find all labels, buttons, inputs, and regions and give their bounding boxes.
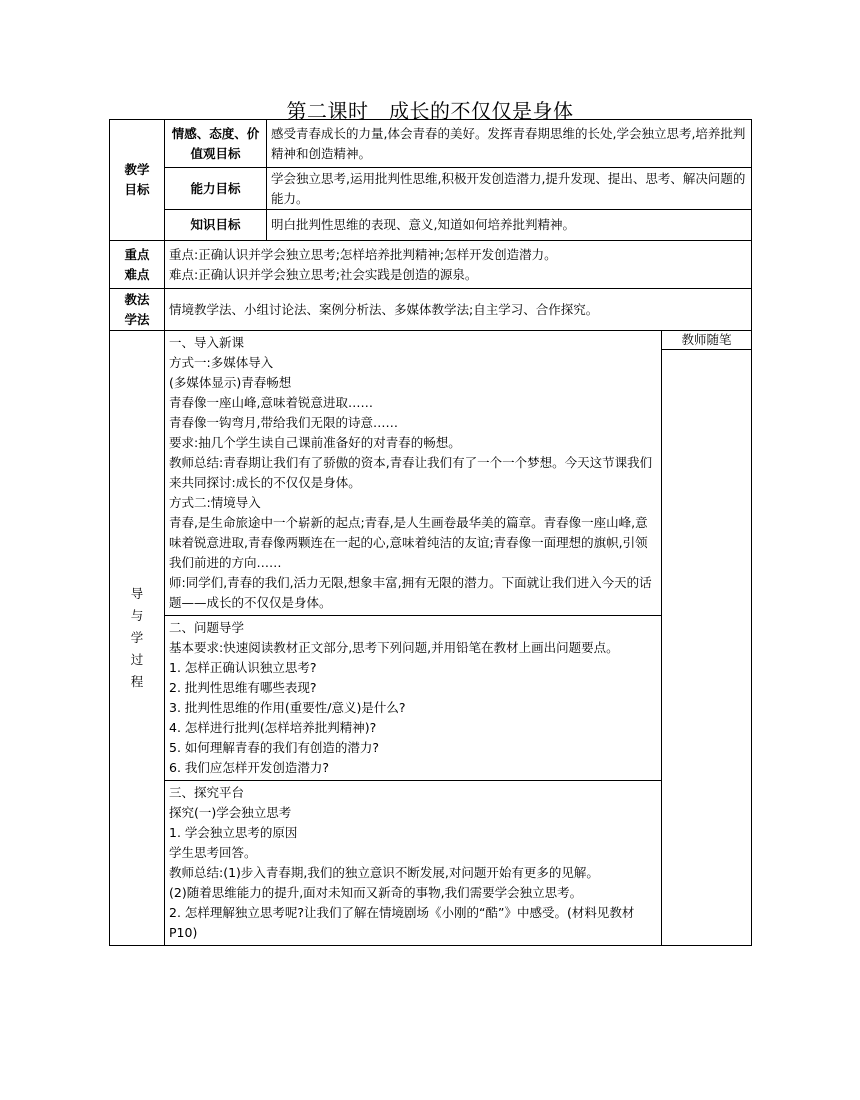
question-item: 2. 批判性思维有哪些表现?: [169, 680, 317, 695]
objective-label-ability: 能力目标: [165, 168, 267, 210]
text-line: 基本要求:快速阅读教材正文部分,思考下列问题,并用铅笔在教材上画出问题要点。: [169, 640, 619, 655]
teacher-notes-column: [662, 331, 752, 946]
methods-label: 教法 学法: [110, 289, 165, 331]
text-line: 师:同学们,青春的我们,活力无限,想象丰富,拥有无限的潜力。下面就让我们进入今天的话题——成长的不仅仅是身体。: [169, 575, 652, 610]
text-line: 教师总结:(1)步入青春期,我们的独立意识不断发展,对问题开始有更多的见解。: [169, 865, 599, 880]
methods-text: 情境教学法、小组讨论法、案例分析法、多媒体教学法;自主学习、合作探究。: [165, 289, 752, 331]
difficulty-line: 难点:正确认识并学会独立思考;社会实践是创造的源泉。: [169, 266, 478, 282]
lesson-plan-table: [109, 119, 752, 946]
section-heading: 二、问题导学: [169, 620, 245, 635]
objective-text-knowledge: 明白批判性思维的表现、意义,知道如何培养批判精神。: [267, 210, 752, 241]
section-questions: [165, 616, 661, 781]
process-label: 导 与 学 过 程: [110, 331, 165, 946]
question-item: 5. 如何理解青春的我们有创造的潜力?: [169, 740, 380, 755]
objective-label-knowledge: 知识目标: [165, 210, 267, 241]
keypoint-line: 重点:正确认识并学会独立思考;怎样培养批判精神;怎样开发创造潜力。: [169, 246, 557, 262]
text-line: 青春,是生命旅途中一个崭新的起点;青春,是人生画卷最华美的篇章。青春像一座山峰,意味着锐意进取,青春像两颗连在一起的心,意味着纯洁的友谊;青春像一面理想的旗帜,引领我们前进的方向……: [169, 515, 648, 570]
process-content: [165, 331, 662, 946]
section-explore: [165, 781, 661, 945]
page-title: 第二课时 成长的不仅仅是身体: [286, 99, 574, 123]
text-line: 方式一:多媒体导入: [169, 355, 274, 370]
section-heading: 一、导入新课: [169, 335, 245, 350]
section-intro: [165, 331, 661, 616]
text-line: 青春像一钩弯月,带给我们无限的诗意……: [169, 415, 398, 430]
text-line: 要求:抽几个学生读自己课前准备好的对青春的畅想。: [169, 435, 461, 450]
text-line: (2)随着思维能力的提升,面对未知而又新奇的事物,我们需要学会独立思考。: [169, 885, 583, 900]
text-line: 方式二:情境导入: [169, 495, 261, 510]
text-line: 2. 怎样理解独立思考呢?让我们了解在情境剧场《小刚的“酷”》中感受。(材料见教材 P10): [169, 905, 635, 940]
keypoints-text: [165, 241, 752, 289]
question-item: 6. 我们应怎样开发创造潜力?: [169, 760, 330, 775]
section-heading: 三、探究平台: [169, 785, 245, 800]
objective-text-ability: 学会独立思考,运用批判性思维,积极开发创造潜力,提升发现、提出、思考、解决问题的能力。: [267, 168, 752, 210]
question-item: 3. 批判性思维的作用(重要性/意义)是什么?: [169, 700, 406, 715]
text-line: (多媒体显示)青春畅想: [169, 375, 292, 390]
question-item: 1. 怎样正确认识独立思考?: [169, 660, 317, 675]
text-line: 青春像一座山峰,意味着锐意进取……: [169, 395, 373, 410]
objectives-label: 教学 目标: [110, 120, 165, 241]
objective-label-attitude: 情感、态度、价值观目标: [165, 120, 267, 168]
keypoints-label: 重点 难点: [110, 241, 165, 289]
text-line: 教师总结:青春期让我们有了骄傲的资本,青春让我们有了一个一个梦想。今天这节课我们来共同探讨:成长的不仅仅是身体。: [169, 455, 653, 490]
text-line: 探究(一)学会独立思考: [169, 805, 292, 820]
teacher-notes-header: 教师随笔: [662, 331, 751, 350]
text-line: 1. 学会独立思考的原因: [169, 825, 298, 840]
question-item: 4. 怎样进行批判(怎样培养批判精神)?: [169, 720, 377, 735]
objective-text-attitude: 感受青春成长的力量,体会青春的美好。发挥青春期思维的长处,学会独立思考,培养批判精神和创造精神。: [267, 120, 752, 168]
text-line: 学生思考回答。: [169, 845, 257, 860]
